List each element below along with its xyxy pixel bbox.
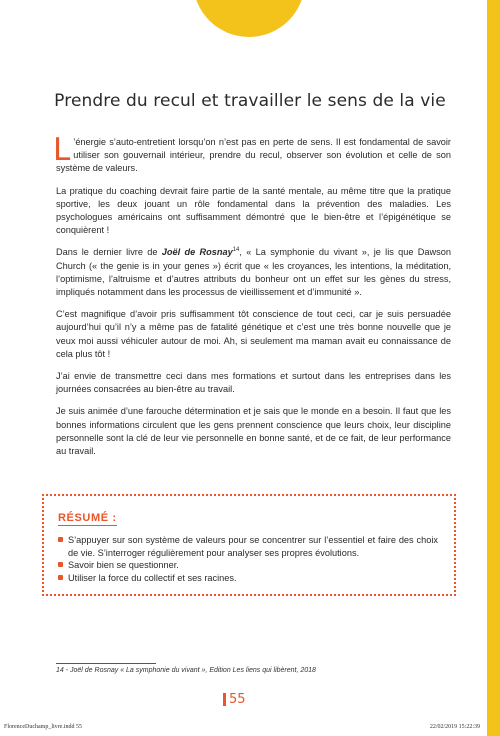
paragraph-3-rest: , « La symphonie du vivant », je lis que Dawson Church (« the genie is in your genes ») écrit que « les croyances, les intentions, la méditation, l’optimisme, l’altruisme et d’autres attributs du bonheur ont un effet sur les gènes du stress, impliqués notamment dans les processus de vieillissement et d’immunité ». (56, 247, 451, 298)
paragraph-3 (56, 246, 451, 299)
paragraph-4: C’est magnifique d’avoir pris suffisamment tôt conscience de tout ceci, car je suis persuadée aujourd’hui qu’il n’y a même pas de fatalité génétique et c’est une très bonne nouvelle que je veux moi aussi véhiculer autour de moi. Ah, si seulement ma maman avait eu connaissance de cela plus tôt ! (56, 309, 451, 359)
summary-item: Utiliser la force du collectif et ses racines. (58, 572, 438, 585)
author-name: Joël de Rosnay (161, 247, 233, 258)
summary-box (42, 494, 456, 596)
paragraph-3-intro: Dans le dernier livre de (56, 247, 162, 258)
bullet-icon (58, 575, 63, 580)
body-text (53, 132, 451, 467)
footnote-divider (56, 663, 156, 664)
page-number: 55 (229, 692, 246, 707)
paragraph-6: Je suis animée d’une farouche détermination et je sais que le monde en a besoin. Il faut que les bonnes informations circulent que les gens prennent conscience que leurs choix, leur discipline personnelle sont la clé de leur vie personnelle en bonne santé, et de ce fait, de leur performance au travail. (56, 406, 451, 457)
decorative-side-bar (487, 0, 500, 736)
print-datetime: 22/02/2019 15:22:39 (429, 724, 480, 730)
summary-title: RÉSUMÉ : (58, 512, 117, 524)
page-number-marker (223, 693, 226, 706)
footnote-ref: 14 (232, 247, 240, 254)
bullet-icon (58, 562, 63, 567)
paragraph-1-text: ’énergie s’auto-entretient lorsqu’on n’est pas en perte de sens. Il est fondamental de savoir utiliser son gouvernail intérieur, prendre du recul, observer son évolution et celle de son système de valeurs. (56, 137, 451, 174)
chapter-title: Prendre du recul et travailler le sens de la vie (54, 91, 446, 111)
summary-list (58, 534, 438, 584)
print-file-info: FlorenceDuchamp_livre.indd 55 (4, 724, 82, 730)
footnote: 14 - Joël de Rosnay « La symphonie du vivant », Edition Les liens qui libèrent, 2018 (56, 667, 316, 674)
paragraph-2: La pratique du coaching devrait faire partie de la santé mentale, au même titre que la pratique sportive, les deux jouant un rôle fondamental dans la prévention des maladies. Les psychologues américains ont suffisamment démontré que le bien-être et l’épigénétique se conquièrent ! (56, 185, 451, 236)
bullet-icon (58, 537, 63, 542)
summary-item: S’appuyer sur son système de valeurs pour se concentrer sur l’essentiel et faire des choix de vie. S’interroger régulièrement pour analyser ses propres évolutions. (58, 534, 438, 559)
summary-item: Savoir bien se questionner. (58, 559, 438, 572)
paragraph-5: J’ai envie de transmettre ceci dans mes formations et surtout dans les entreprises dans les journées consacrées au bien-être au travail. (56, 371, 451, 395)
decorative-circle (193, 0, 305, 37)
paragraph-1 (53, 132, 451, 176)
drop-cap: L (53, 132, 71, 168)
